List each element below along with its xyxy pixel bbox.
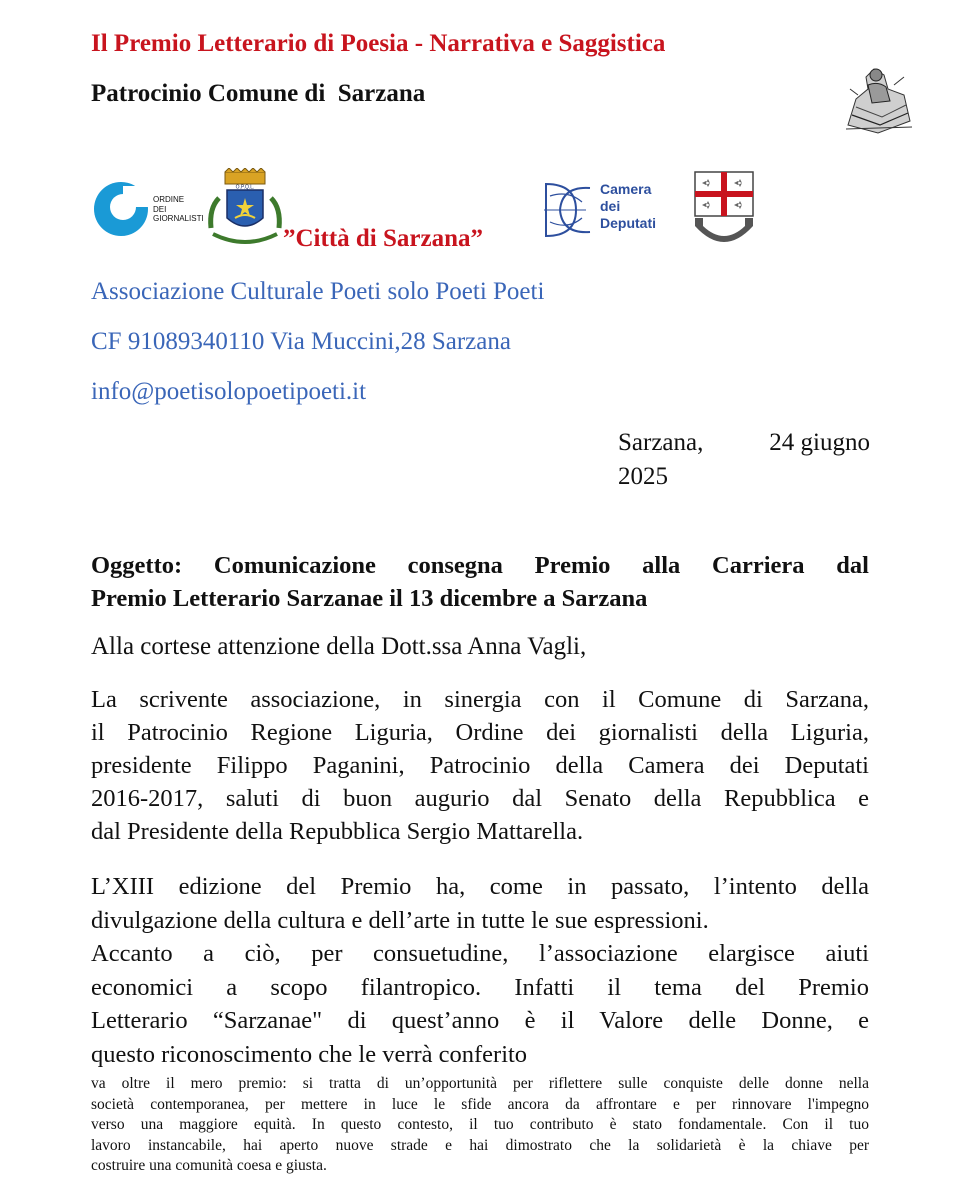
association-address: CF 91089340110 Via Muccini,28 Sarzana — [91, 328, 511, 355]
poet-engraving-icon — [838, 55, 918, 139]
paragraph-2 — [91, 870, 869, 1071]
p1-line: presidente Filippo Paganini, Patrocinio della Camera dei Deputati — [91, 752, 869, 779]
ordine-giornalisti-text — [153, 195, 204, 224]
p2-line: economici a scopo filantropico. Infatti il tema del Premio — [91, 973, 869, 1001]
p2-line: questo riconoscimento che le verrà conferito — [91, 1040, 528, 1068]
p2-line: L’XIII edizione del Premio ha, come in passato, l’intento della — [91, 873, 869, 900]
city-title: ”Città di Sarzana” — [283, 225, 483, 252]
camera-line3: Deputati — [600, 215, 656, 231]
p2-line: Accanto a ciò, per consuetudine, l’associazione elargisce aiuti — [91, 940, 869, 967]
paragraph-3 — [91, 1074, 869, 1177]
sarzana-crest-icon — [205, 168, 285, 250]
association-name: Associazione Culturale Poeti solo Poeti Poeti — [91, 278, 545, 305]
date-year: 2025 — [618, 463, 668, 490]
date-day-month: 24 giugno — [769, 429, 870, 456]
association-email[interactable]: info@poetisolopoetipoeti.it — [91, 378, 367, 405]
p1-line: La scrivente associazione, in sinergia con il Comune di Sarzana, — [91, 686, 869, 713]
regione-liguria-shield-icon — [693, 170, 755, 248]
p2-line: Letterario “Sarzanae" di quest’anno è il Valore delle Donne, e — [91, 1007, 869, 1034]
camera-deputati-text — [600, 181, 656, 232]
paragraph-1 — [91, 683, 869, 848]
og-line1: ORDINE — [153, 195, 185, 204]
letterhead-title: Il Premio Letterario di Poesia - Narrativa e Saggistica — [91, 30, 666, 57]
subject-block — [91, 549, 869, 615]
p1-line: il Patrocinio Regione Liguria, Ordine dei giornalisti della Liguria, — [91, 719, 869, 746]
letter-date — [618, 426, 870, 494]
p3-line: costruire una comunità coesa e giusta. — [91, 1157, 327, 1174]
p1-line: dal Presidente della Repubblica Sergio Mattarella. — [91, 818, 584, 845]
p1-line: 2016-2017, saluti di buon augurio dal Senato della Repubblica e — [91, 785, 869, 812]
crest-banner-text: O.P.Q.L. — [235, 184, 255, 191]
p3-line: verso una maggiore equità. In questo contesto, il tuo contributo è stato fondamentale. Con il tuo — [91, 1116, 869, 1133]
salutation: Alla cortese attenzione della Dott.ssa Anna Vagli, — [91, 633, 587, 660]
p2-line: divulgazione della cultura e dell’arte in tutte le sue espressioni. — [91, 906, 709, 934]
p3-line: lavoro instancabile, hai aperto nuove strade e hai dimostrato che la solidarietà è la chiave per — [91, 1136, 869, 1154]
p3-line: società contemporanea, per mettere in luce le sfide ancora da affrontare e per rinnovare l'impegno — [91, 1095, 869, 1113]
camera-line2: dei — [600, 198, 621, 214]
date-place: Sarzana, — [618, 429, 704, 456]
og-line2: DEI — [153, 204, 167, 214]
og-line3: GIORNALISTI — [153, 214, 204, 223]
patronage-line: Patrocinio Comune di Sarzana — [91, 80, 426, 107]
camera-line1: Camera — [600, 181, 652, 197]
subject-line-1: Oggetto: Comunicazione consegna Premio alla Carriera dal — [91, 552, 869, 579]
subject-line-2: Premio Letterario Sarzanae il 13 dicembre a Sarzana — [91, 585, 648, 612]
p3-line: va oltre il mero premio: si tratta di un’opportunità per riflettere sulle conquiste delle donne nella — [91, 1075, 869, 1092]
